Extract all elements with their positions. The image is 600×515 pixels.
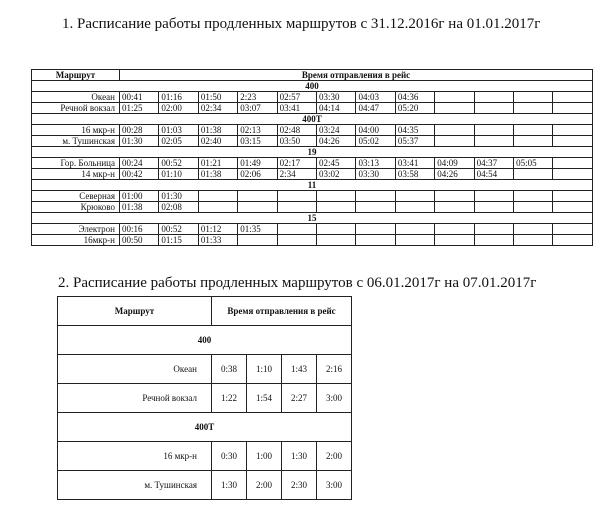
section1-heading: 1. Расписание работы продленных маршрутов с 31.12.2016г на 01.01.2017г bbox=[62, 16, 541, 32]
stop-name: м. Тушинская bbox=[32, 136, 120, 147]
table-row bbox=[32, 202, 593, 213]
departure-time: 1:10 bbox=[247, 355, 282, 384]
departure-time bbox=[553, 169, 593, 180]
table-row bbox=[32, 136, 593, 147]
departure-time: 00:28 bbox=[120, 125, 159, 136]
departure-time: 01:38 bbox=[198, 169, 237, 180]
stop-name: Электрон bbox=[32, 224, 120, 235]
departure-time bbox=[435, 125, 474, 136]
stop-name: Северная bbox=[32, 191, 120, 202]
departure-time: 02:06 bbox=[238, 169, 277, 180]
departure-time: 01:33 bbox=[198, 235, 237, 246]
departure-time: 2:27 bbox=[282, 384, 317, 413]
route-group-row bbox=[32, 180, 593, 191]
route-column-header: Маршрут bbox=[58, 297, 212, 326]
departure-time: 00:42 bbox=[120, 169, 159, 180]
departure-time: 03:41 bbox=[395, 158, 434, 169]
departure-time: 01:21 bbox=[198, 158, 237, 169]
table-row bbox=[32, 158, 593, 169]
departure-time: 2:34 bbox=[277, 169, 316, 180]
stop-name: Крюково bbox=[32, 202, 120, 213]
departure-time: 05:20 bbox=[395, 103, 434, 114]
departure-time: 02:40 bbox=[198, 136, 237, 147]
departure-time: 01:12 bbox=[198, 224, 237, 235]
departure-time: 02:45 bbox=[317, 158, 356, 169]
departure-time: 04:47 bbox=[356, 103, 395, 114]
departure-time: 04:03 bbox=[356, 92, 395, 103]
departure-time: 0:30 bbox=[212, 442, 247, 471]
departure-time bbox=[356, 224, 395, 235]
departure-time: 04:26 bbox=[317, 136, 356, 147]
departure-time: 04:26 bbox=[435, 169, 474, 180]
departure-time bbox=[435, 191, 474, 202]
departure-time: 02:05 bbox=[159, 136, 198, 147]
departure-time bbox=[514, 224, 553, 235]
departure-time bbox=[474, 125, 513, 136]
departure-time: 03:50 bbox=[277, 136, 316, 147]
table-row bbox=[58, 442, 352, 471]
departure-time bbox=[514, 191, 553, 202]
departure-time: 03:30 bbox=[356, 169, 395, 180]
departure-time: 02:00 bbox=[159, 103, 198, 114]
stop-name: Гор. Больница bbox=[32, 158, 120, 169]
departure-time: 04:00 bbox=[356, 125, 395, 136]
departure-time: 02:17 bbox=[277, 158, 316, 169]
departure-time bbox=[317, 202, 356, 213]
departure-time: 04:09 bbox=[435, 158, 474, 169]
stop-name: 16 мкр-н bbox=[32, 125, 120, 136]
departure-time: 03:30 bbox=[317, 92, 356, 103]
departure-time bbox=[317, 224, 356, 235]
route-group-row bbox=[32, 147, 593, 158]
stop-name: Океан bbox=[32, 92, 120, 103]
departure-time bbox=[277, 191, 316, 202]
departure-time: 05:05 bbox=[514, 158, 553, 169]
route-group-row bbox=[58, 413, 352, 442]
route-number: 400 bbox=[32, 81, 593, 92]
departure-time bbox=[395, 202, 434, 213]
departure-time bbox=[553, 103, 593, 114]
departure-time: 02:34 bbox=[198, 103, 237, 114]
departure-time: 01:16 bbox=[159, 92, 198, 103]
departure-time bbox=[553, 202, 593, 213]
departure-time bbox=[474, 202, 513, 213]
departure-time bbox=[474, 235, 513, 246]
departure-time bbox=[356, 235, 395, 246]
departure-time bbox=[395, 224, 434, 235]
departure-time: 04:54 bbox=[474, 169, 513, 180]
departure-time: 1:22 bbox=[212, 384, 247, 413]
departure-time bbox=[395, 191, 434, 202]
departure-time bbox=[317, 235, 356, 246]
departure-time: 05:02 bbox=[356, 136, 395, 147]
times-column-header: Время отправления в рейс bbox=[212, 297, 352, 326]
table-row bbox=[32, 92, 593, 103]
departure-time: 01:30 bbox=[159, 191, 198, 202]
departure-time: 01:35 bbox=[238, 224, 277, 235]
departure-time: 1:00 bbox=[247, 442, 282, 471]
table-row bbox=[32, 224, 593, 235]
departure-time: 01:10 bbox=[159, 169, 198, 180]
table-row bbox=[32, 125, 593, 136]
departure-time: 01:50 bbox=[198, 92, 237, 103]
departure-time: 00:52 bbox=[159, 224, 198, 235]
departure-time bbox=[356, 191, 395, 202]
departure-time bbox=[514, 125, 553, 136]
stop-name: 14 мкр-н bbox=[32, 169, 120, 180]
departure-time bbox=[553, 92, 593, 103]
departure-time: 04:14 bbox=[317, 103, 356, 114]
table-row bbox=[32, 103, 593, 114]
departure-time bbox=[514, 202, 553, 213]
departure-time bbox=[514, 136, 553, 147]
departure-time: 01:30 bbox=[120, 136, 159, 147]
departure-time: 03:13 bbox=[356, 158, 395, 169]
table-row bbox=[32, 191, 593, 202]
departure-time bbox=[514, 92, 553, 103]
table-row bbox=[58, 471, 352, 500]
departure-time bbox=[395, 235, 434, 246]
departure-time: 02:57 bbox=[277, 92, 316, 103]
departure-time: 00:52 bbox=[159, 158, 198, 169]
departure-time: 01:03 bbox=[159, 125, 198, 136]
route-column-header: Маршрут bbox=[32, 70, 120, 81]
departure-time: 1:43 bbox=[282, 355, 317, 384]
route-number: 400Т bbox=[32, 114, 593, 125]
departure-time bbox=[198, 202, 237, 213]
departure-time bbox=[198, 191, 237, 202]
route-group-row bbox=[32, 81, 593, 92]
departure-time bbox=[474, 92, 513, 103]
stop-name: Океан bbox=[58, 355, 212, 384]
departure-time bbox=[277, 202, 316, 213]
departure-time: 1:30 bbox=[212, 471, 247, 500]
departure-time bbox=[435, 235, 474, 246]
times-column-header: Время отправления в рейс bbox=[120, 70, 593, 81]
departure-time bbox=[317, 191, 356, 202]
departure-time bbox=[514, 235, 553, 246]
departure-time: 03:58 bbox=[395, 169, 434, 180]
departure-time bbox=[435, 103, 474, 114]
route-group-row bbox=[32, 114, 593, 125]
table-row bbox=[32, 235, 593, 246]
departure-time bbox=[514, 169, 553, 180]
stop-name: Речной вокзал bbox=[58, 384, 212, 413]
header-row bbox=[58, 297, 352, 326]
departure-time bbox=[435, 92, 474, 103]
departure-time: 2:00 bbox=[317, 442, 352, 471]
departure-time bbox=[474, 136, 513, 147]
route-number: 400Т bbox=[58, 413, 352, 442]
departure-time bbox=[435, 224, 474, 235]
route-group-row bbox=[32, 213, 593, 224]
departure-time bbox=[553, 191, 593, 202]
schedule-table-1 bbox=[31, 69, 593, 246]
departure-time bbox=[435, 202, 474, 213]
departure-time: 03:07 bbox=[238, 103, 277, 114]
departure-time: 04:36 bbox=[395, 92, 434, 103]
departure-time bbox=[474, 224, 513, 235]
route-number: 15 bbox=[32, 213, 593, 224]
departure-time: 02:48 bbox=[277, 125, 316, 136]
section2-heading: 2. Расписание работы продленных маршрутов с 06.01.2017г на 07.01.2017г bbox=[58, 275, 537, 291]
departure-time bbox=[277, 224, 316, 235]
departure-time bbox=[553, 136, 593, 147]
departure-time: 2:30 bbox=[282, 471, 317, 500]
route-number: 400 bbox=[58, 326, 352, 355]
departure-time: 3:00 bbox=[317, 471, 352, 500]
header-row bbox=[32, 70, 593, 81]
departure-time: 1:54 bbox=[247, 384, 282, 413]
departure-time: 01:38 bbox=[120, 202, 159, 213]
table-row bbox=[32, 169, 593, 180]
departure-time: 01:25 bbox=[120, 103, 159, 114]
departure-time: 3:00 bbox=[317, 384, 352, 413]
departure-time: 04:35 bbox=[395, 125, 434, 136]
route-number: 19 bbox=[32, 147, 593, 158]
schedule-table-2 bbox=[57, 296, 352, 500]
departure-time: 00:50 bbox=[120, 235, 159, 246]
departure-time bbox=[474, 191, 513, 202]
stop-name: 16мкр-н bbox=[32, 235, 120, 246]
departure-time: 01:15 bbox=[159, 235, 198, 246]
departure-time bbox=[514, 103, 553, 114]
departure-time: 0:38 bbox=[212, 355, 247, 384]
route-group-row bbox=[58, 326, 352, 355]
departure-time bbox=[553, 125, 593, 136]
departure-time bbox=[356, 202, 395, 213]
departure-time: 05:37 bbox=[395, 136, 434, 147]
table-row bbox=[58, 384, 352, 413]
departure-time: 04:37 bbox=[474, 158, 513, 169]
departure-time: 01:00 bbox=[120, 191, 159, 202]
table-row bbox=[58, 355, 352, 384]
stop-name: м. Тушинская bbox=[58, 471, 212, 500]
departure-time: 00:16 bbox=[120, 224, 159, 235]
departure-time bbox=[553, 235, 593, 246]
departure-time bbox=[474, 103, 513, 114]
departure-time: 1:30 bbox=[282, 442, 317, 471]
departure-time: 2:16 bbox=[317, 355, 352, 384]
departure-time: 00:24 bbox=[120, 158, 159, 169]
departure-time: 00:41 bbox=[120, 92, 159, 103]
departure-time bbox=[238, 202, 277, 213]
departure-time: 02:13 bbox=[238, 125, 277, 136]
route-number: 11 bbox=[32, 180, 593, 191]
departure-time: 03:02 bbox=[317, 169, 356, 180]
departure-time: 01:49 bbox=[238, 158, 277, 169]
departure-time: 2:23 bbox=[238, 92, 277, 103]
stop-name: 16 мкр-н bbox=[58, 442, 212, 471]
departure-time bbox=[277, 235, 316, 246]
departure-time: 02:08 bbox=[159, 202, 198, 213]
departure-time: 2:00 bbox=[247, 471, 282, 500]
stop-name: Речной вокзал bbox=[32, 103, 120, 114]
departure-time bbox=[435, 136, 474, 147]
departure-time: 01:38 bbox=[198, 125, 237, 136]
departure-time: 03:15 bbox=[238, 136, 277, 147]
departure-time bbox=[553, 224, 593, 235]
departure-time bbox=[238, 235, 277, 246]
departure-time bbox=[238, 191, 277, 202]
departure-time: 03:41 bbox=[277, 103, 316, 114]
departure-time: 03:24 bbox=[317, 125, 356, 136]
departure-time bbox=[553, 158, 593, 169]
